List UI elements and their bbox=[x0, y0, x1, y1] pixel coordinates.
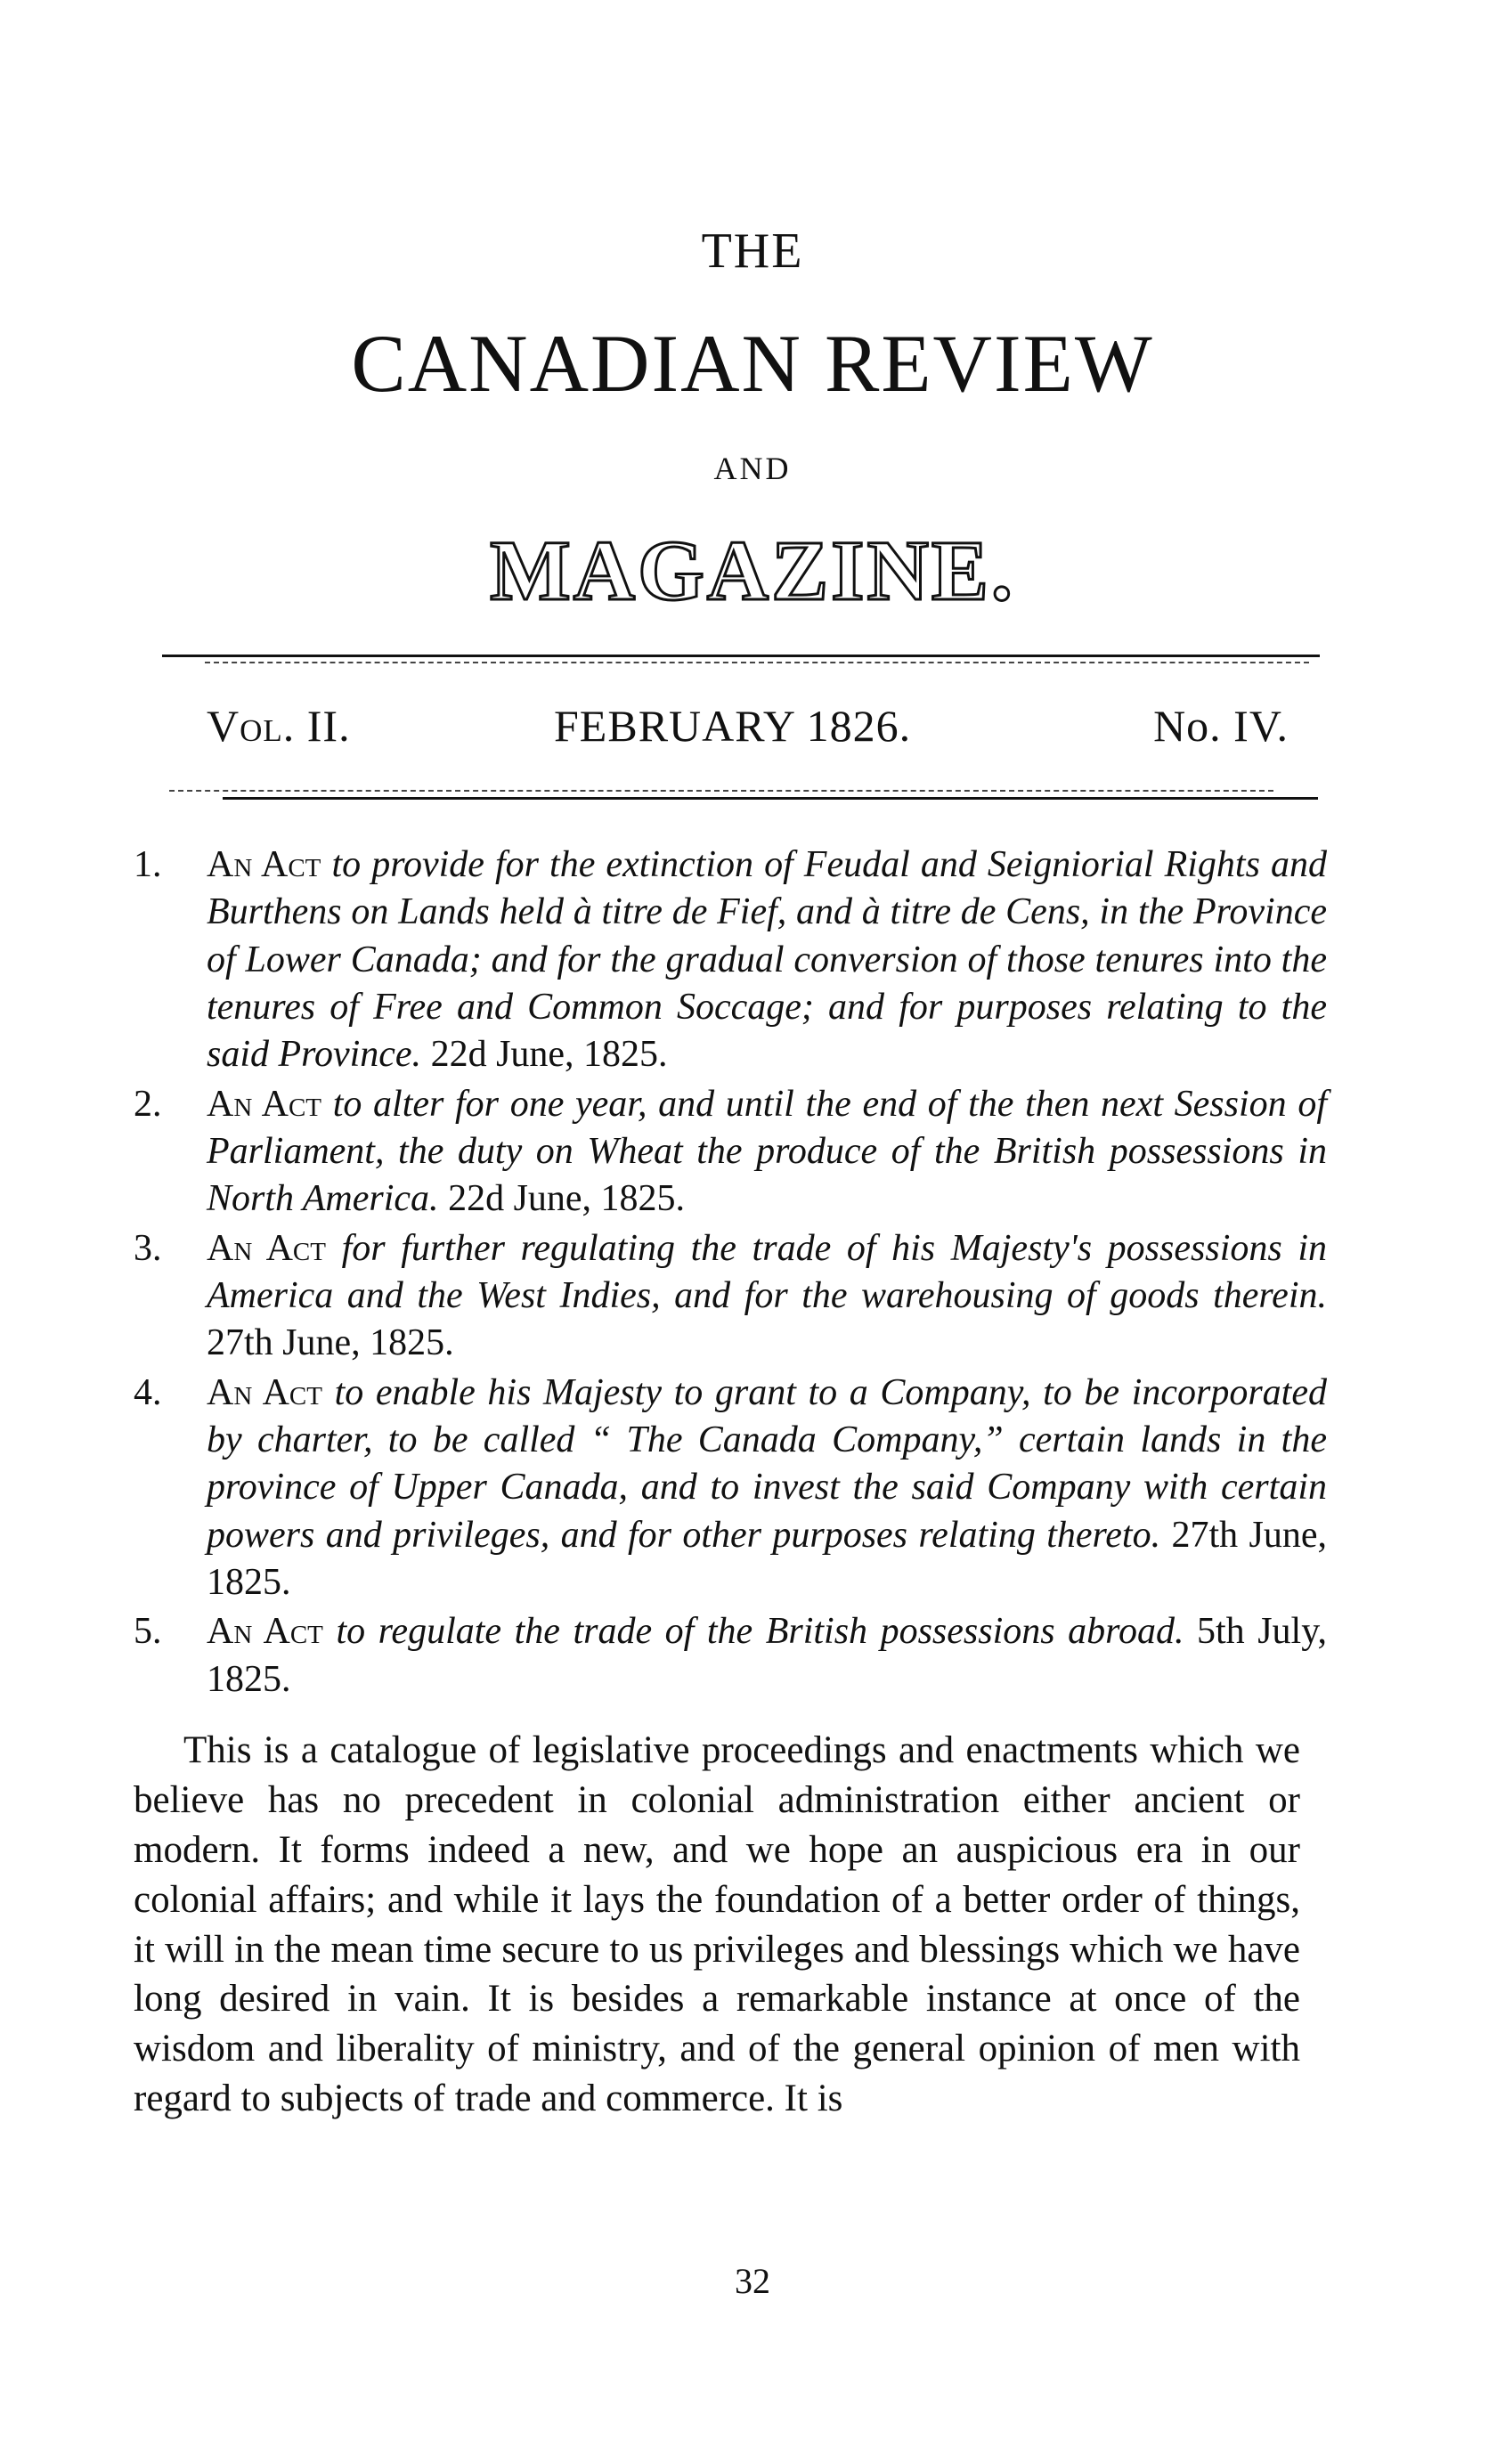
act-date: 27th June, 1825. bbox=[207, 1514, 1328, 1603]
bottom-rule-dashed bbox=[169, 790, 1273, 792]
act-title: for further regulating the trade of his Majesty's possessions in America and the West Indies, and for the warehousing of goods therein. bbox=[207, 1227, 1328, 1316]
heading-the: THE bbox=[701, 224, 804, 279]
list-item bbox=[134, 1081, 1327, 1224]
act-date: 27th June, 1825. bbox=[207, 1322, 454, 1364]
volume-label: Vol. II. bbox=[207, 701, 351, 751]
act-label: An Act bbox=[207, 844, 321, 885]
act-number: 4. bbox=[134, 1371, 162, 1413]
top-rule-dashed bbox=[205, 662, 1309, 663]
issue-number: No. IV. bbox=[1153, 701, 1289, 751]
act-date: 22d June, 1825. bbox=[430, 1034, 668, 1076]
act-label: An Act bbox=[207, 1611, 323, 1653]
list-item bbox=[134, 1608, 1327, 1704]
issue-line bbox=[207, 700, 1289, 753]
act-label: An Act bbox=[207, 1083, 322, 1125]
act-label: An Act bbox=[207, 1371, 322, 1413]
heading-magazine: MAGAZINE. bbox=[490, 523, 1015, 618]
act-date: 5th July, 1825. bbox=[207, 1611, 1327, 1700]
issue-date: FEBRUARY 1826. bbox=[554, 701, 912, 751]
list-item bbox=[134, 842, 1327, 1079]
bottom-rule bbox=[223, 797, 1318, 800]
act-label: An Act bbox=[207, 1227, 326, 1269]
journal-title: CANADIAN REVIEW bbox=[351, 318, 1154, 409]
act-title: to enable his Majesty to grant to a Company, to be incorporated by charter, to be called “ The Canada Company,” certain lands in the province of Upper Canada, and to invest the said Company with certain powers and privileges, and for other purposes relating thereto. bbox=[207, 1371, 1327, 1556]
act-title: to regulate the trade of the British possessions abroad. bbox=[336, 1611, 1184, 1653]
act-number: 1. bbox=[134, 844, 162, 885]
act-title: to alter for one year, and until the end of the then next Session of Parliament, the duty on Wheat the produce of the British possessions in North America. bbox=[207, 1083, 1327, 1220]
heading-and: AND bbox=[713, 451, 792, 486]
acts-list bbox=[134, 842, 1327, 1705]
act-number: 5. bbox=[134, 1611, 162, 1653]
body-paragraph: This is a catalogue of legislative proceedings and enactments which we believe has no precedent in colonial administration either ancient or modern. It forms indeed a new, and we hope an auspicious era in our colonial affairs; and while it lays the foundation of a better order of things, it will in the mean time secure to us privileges and blessings which we have long desired in vain. It is besides a remarkable instance at once of the wisdom and liberality of ministry, and of the general opinion of men with regard to subjects of trade and commerce. It is bbox=[134, 1729, 1300, 2120]
act-title: to provide for the extinction of Feudal and Seigniorial Rights and Burthens on Lands held à titre de Fief, and à titre de Cens, in the Province of Lower Canada; and for the gradual conversion of those tenures into the tenures of Free and Common Soccage; and for purposes relating to the said Province. bbox=[207, 844, 1327, 1076]
top-rule bbox=[162, 655, 1320, 657]
list-item bbox=[134, 1370, 1327, 1607]
act-number: 3. bbox=[134, 1227, 162, 1269]
list-item bbox=[134, 1225, 1327, 1368]
act-date: 22d June, 1825. bbox=[448, 1178, 686, 1220]
act-number: 2. bbox=[134, 1083, 162, 1125]
page-number: 32 bbox=[735, 2261, 770, 2301]
